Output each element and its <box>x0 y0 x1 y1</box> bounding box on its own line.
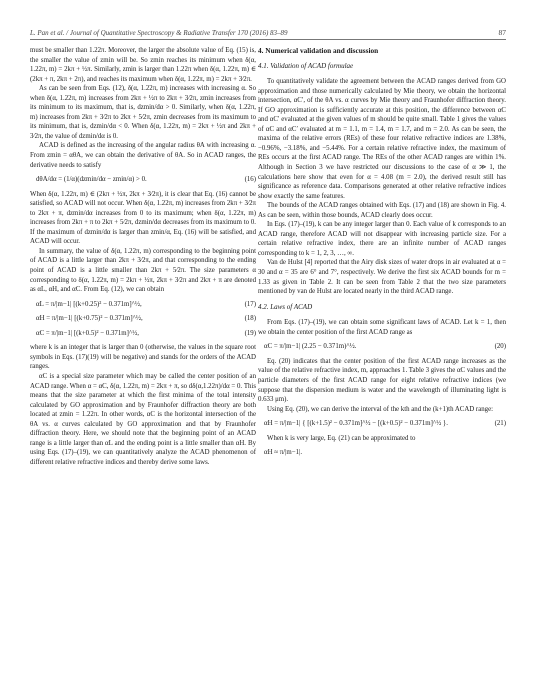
equation-body: αC = π/|m−1| (2.25 − 0.371m)^½. <box>264 343 357 351</box>
equation-17 <box>30 300 256 310</box>
paragraph: In summary, the value of δ(α, 1.22π, m) corresponding to the beginning point of ACAD is a little larger than 2kπ + 3⁄2π, and that corresponding to the ending point of ACAD is a little smaller than 2kπ + 5⁄2π. The size parameters α corresponding to δ(α, 1.22π, m) = 2kπ + ½π, 2kπ + 3⁄2π and 2kπ + π are denoted as αL, αH, and αC. From Eq. (12), we can obtain <box>30 247 256 294</box>
paragraph: In Eqs. (17)–(19), k can be any integer larger than 0. Each value of k corresponds to an ACAD range, therefore ACAD will not disappear with increasing particle size. For a certain relative refractive index, there are an infinite number of ACAD ranges corresponding to k = 1, 2, 3, …, ∞. <box>258 221 506 257</box>
right-column <box>258 46 506 463</box>
equation-number: (19) <box>244 329 256 337</box>
equation-number: (20) <box>494 343 506 351</box>
equation-body: αL = π/|m−1| [(k+0.25)² − 0.371m]^½, <box>36 300 142 308</box>
header-citation: L. Pan et al. / Journal of Quantitative Spectroscopy & Radiative Transfer 170 (2016) 83–89 <box>30 29 288 37</box>
paragraph: αC is a special size parameter which may be called the center position of an ACAD range. When α = αC, δ(α, 1.22π, m) = 2kπ + π, so dδ(α,1.22π)/dα = 0. This means that the size parameter at which the first minima of the total intensity calculated by GO approximation and by Fraunhofer diffraction theory are both located at zmin = 1.22π. In other words, αC is the horizontal intersection of the θA vs. α curves calculated by GO approximation and that by Fraunhofer diffraction theory. Here, we should note that the beginning point of an ACAD range is a little larger than αL and the ending point is a little smaller than αH. By using Eqs. (17)–(19), we can quantitatively analyze the ACAD phenomenon of different relative refractive indices and thereby derive some laws. <box>30 372 256 466</box>
paragraph: ACAD is defined as the increasing of the angular radius θA with increasing α. From zmin = αθA, we can obtain the derivative of θA. So in ACAD ranges, the derivative needs to satisfy <box>30 142 256 169</box>
equation-22 <box>258 448 506 458</box>
equation-19 <box>30 329 256 339</box>
paragraph: The bounds of the ACAD ranges obtained with Eqs. (17) and (18) are shown in Fig. 4. As can be seen, within those bounds, ACAD clearly does occur. <box>258 202 506 219</box>
paragraph: must be smaller than 1.22π. Moreover, the larger the absolute value of Eq. (15) is, the smaller the value of zmin will be. So zmin reaches its minimum when δ(α, 1.22π, m) = 2kπ + ½π. Similarly, zmin is larger than 1.22π when δ(α, 1.22π, m) ∈ (2kπ + π, 2kπ + 2π), and reaches its maximum when δ(α, 1.22π, m) = 2kπ + 3⁄2π. <box>30 47 256 83</box>
paragraph: To quantitatively validate the agreement between the ACAD ranges derived from GO approximation and those numerically calculated by Mie theory, we obtain the horizontal intersection, αC′, of the θA vs. α curves by Mie theory and Fraunhofer diffraction theory. If GO approximation is sufficiently accurate at this position, the difference between αC and αC′ evaluated at the given values of m should be quite small. Table 1 gives the values of αC and αC′ evaluated at m = 1.1, m = 1.4, m = 1.7, and m = 2.0. As can be seen, the maxima of the relative errors (REs) of these four relative refractive indices are 1.38%, −0.96%, −3.18%, and −5.44%. For a certain relative refractive index, the maximum of REs occurs at the first ACAD range. The REs of the other ACAD ranges are within 1%. Although in Section 3 we have restricted our discussions to the case of α ≫ 1, the calculations here show that even for α = 4.08 (m = 2.0), the derived result still has significance as reference data. Comparisons generated at other relative refractive indices show exactly the same features. <box>258 78 506 200</box>
paragraph: Eq. (20) indicates that the center position of the first ACAD range increases as the value of the relative refractive index, m, approaches 1. Table 3 gives the αC values and the particle diameters of the first ACAD range for eight relative refractive indices (we suppose that the dispersion medium is water and the wavelength of illuminating light is 0.633 μm). <box>258 357 506 404</box>
equation-body: αC = π/|m−1| [(k+0.5)² − 0.371m]^½, <box>36 329 139 337</box>
equation-21 <box>258 419 506 429</box>
equation-body: αH = π/|m−1| { [(k+1.5)² − 0.371m]^½ − [(k+0.5)² − 0.371m]^½ }. <box>264 420 448 428</box>
equation-body: αH = π/|m−1| [(k+0.75)² − 0.371m]^½, <box>36 315 143 323</box>
equation-number: (16) <box>244 176 256 184</box>
subsection-heading: 4.1. Validation of ACAD formulae <box>258 61 354 70</box>
equation-body: dθA/dα = (1/α)(dzmin/dα − zmin/α) > 0. <box>36 176 147 184</box>
paragraph: When δ(α, 1.22π, m) ∈ (2kπ + ½π, 2kπ + 3⁄2π), it is clear that Eq. (16) cannot be satisfied, so ACAD will not occur. When δ(α, 1.22π, m) increases from 2kπ + 3⁄2π to 2kπ + π, dzmin/dα increases from 0 to its maximum; when δ(α, 1.22π, m) increases from 2kπ + π to 2kπ + 5⁄2π, dzmin/dα decreases from its maximum to 0. If the maximum of dzmin/dα is larger than zmin/α, Eq. (16) will be satisfied, and ACAD will occur. <box>30 190 256 246</box>
paragraph: where k is an integer that is larger than 0 (otherwise, the values in the square root symbols in Eqs. (17)(19) will be negative) and stands for the orders of the ACAD ranges. <box>30 344 256 371</box>
paragraph: Van de Hulst [4] reported that the Airy disk sizes of water drops in air evaluated at α = 30 and α = 35 are 6° and 7°, respectively. We derive the first six ACAD bounds for m = 1.33 as given in Table 2. It can be seen from Table 2 that the two size parameters mentioned by van de Hulst are located nearly in the third ACAD range. <box>258 259 506 296</box>
paragraph: As can be seen from Eqs. (12), δ(α, 1.22π, m) increases with increasing α. So when δ(α, 1.22π, m) increases from 2kπ + ½π to 2kπ + 3⁄2π, zmin increases from its minimum to its maximum, that is, dzmin/dα > 0. Similarly, when δ(α, 1.22π, m) increases from 2kπ + 3⁄2π to 2kπ + 5⁄2π, zmin decreases from its maximum to its minimum, that is, dzmin/dα < 0. When δ(α, 1.22π, m) = 2kπ + ½π and 2kπ + 3⁄2π, the value of dzmin/dα is 0. <box>30 85 256 140</box>
paragraph: From Eqs. (17)–(19), we can obtain some significant laws of ACAD. Let k = 1, then we obtain the center position of the first ACAD range as <box>258 319 506 336</box>
page-number: 87 <box>498 28 506 37</box>
header-rule <box>30 39 506 40</box>
equation-body: αH ≈ π/|m−1|. <box>264 449 303 457</box>
equation-16 <box>30 175 256 185</box>
paragraph: When k is very large, Eq. (21) can be approximated to <box>267 434 416 442</box>
running-header <box>30 28 506 37</box>
left-column <box>30 46 256 467</box>
equation-number: (17) <box>244 300 256 308</box>
subsection-heading: 4.2. Laws of ACAD <box>258 302 313 311</box>
equation-20 <box>258 342 506 352</box>
equation-number: (21) <box>494 420 506 428</box>
equation-number: (18) <box>244 315 256 323</box>
paragraph: Using Eq. (20), we can derive the interval of the kth and the (k+1)th ACAD range: <box>267 405 494 413</box>
equation-18 <box>30 314 256 324</box>
section-heading: 4. Numerical validation and discussion <box>258 46 379 55</box>
